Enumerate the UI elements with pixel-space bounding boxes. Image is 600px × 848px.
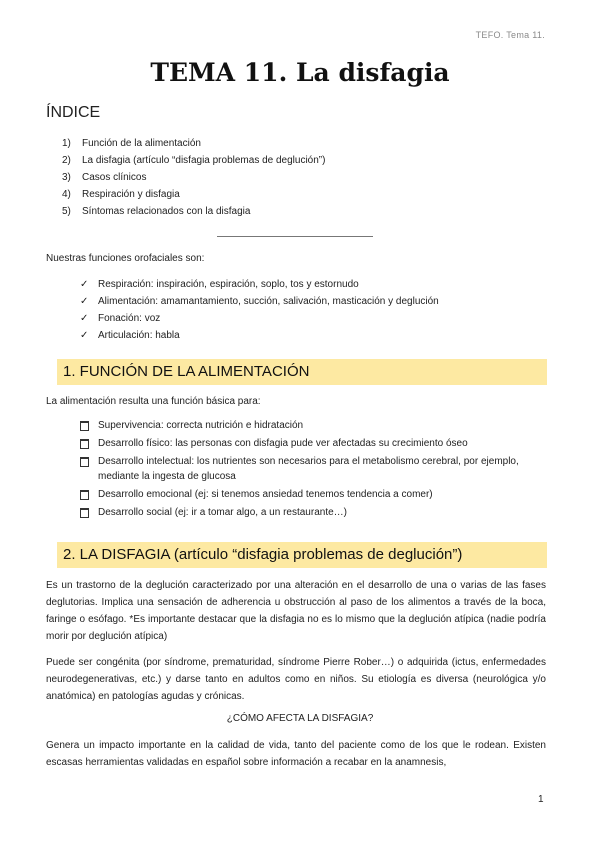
section-heading-2: 2. LA DISFAGIA (artículo “disfagia problemas de deglución”): [57, 542, 547, 568]
list-item-text: Supervivencia: correcta nutrición e hidratación: [98, 420, 304, 431]
square-bullet-icon: [80, 457, 89, 467]
dysphagia-definition: Es un trastorno de la deglución caracterizado por una alteración en el desarrollo de una o varias de las fases deglutorias. Implica una sensación de adherencia u obstrucción al paso de los alimentos a través de la boca, faringe o esófago. *Es importante destacar que la disfagia no es lo mismo que la deglución atípica (nadie podría morir por deglución atípica): [46, 580, 546, 642]
list-item-text: Desarrollo físico: las personas con disfagia pude ver afectadas su crecimiento óseo: [98, 438, 468, 449]
checklist-item: [80, 293, 439, 310]
list-item-text: Desarrollo emocional (ej: si tenemos ansiedad tenemos tendencia a comer): [98, 489, 433, 500]
dysphagia-impact: Genera un impacto importante en la calidad de vida, tanto del paciente como de los que le rodean. Existen escasas herramientas validadas en español sobre información a recabar en la anamnesis,: [46, 740, 546, 768]
list-item: [80, 505, 550, 520]
list-item-text: Desarrollo social (ej: ir a tomar algo, a un restaurante…): [98, 507, 347, 518]
function-checklist: [80, 276, 439, 344]
toc-label: La disfagia (artículo “disfagia problemas de deglución”): [82, 155, 326, 166]
toc-number: 4): [62, 189, 71, 200]
checklist-item: [80, 310, 439, 327]
toc-number: 5): [62, 206, 71, 217]
checklist-label: Respiración: inspiración, espiración, soplo, tos y estornudo: [98, 279, 359, 290]
list-item: [80, 418, 550, 433]
list-item: [80, 436, 550, 451]
toc-label: Respiración y disfagia: [82, 189, 180, 200]
table-of-contents: [62, 135, 325, 220]
course-reference: TEFO. Tema 11.: [475, 30, 545, 40]
toc-item-5[interactable]: [62, 203, 325, 220]
checklist-item: [80, 327, 439, 344]
list-item: [80, 487, 550, 502]
index-heading: ÍNDICE: [46, 104, 101, 121]
toc-number: 1): [62, 138, 71, 149]
toc-number: 2): [62, 155, 71, 166]
checklist-label: Alimentación: amamantamiento, succión, salivación, masticación y deglución: [98, 296, 439, 307]
toc-label: Función de la alimentación: [82, 138, 201, 149]
section-heading-1: 1. FUNCIÓN DE LA ALIMENTACIÓN: [57, 359, 547, 385]
list-item: [80, 454, 550, 484]
section1-lead: La alimentación resulta una función básica para:: [46, 396, 261, 407]
page-number: 1: [538, 794, 544, 805]
checklist-label: Fonación: voz: [98, 313, 161, 324]
toc-item-1[interactable]: [62, 135, 325, 152]
toc-number: 3): [62, 172, 71, 183]
toc-label: Síntomas relacionados con la disfagia: [82, 206, 251, 217]
list-item-text: Desarrollo intelectual: los nutrientes son necesarios para el metabolismo cerebral, por ejemplo, mediante la ingesta de glucosa: [98, 456, 519, 482]
subheading-impact: ¿CÓMO AFECTA LA DISFAGIA?: [226, 713, 374, 724]
page-title: TEMA 11. La disfagia: [150, 58, 450, 87]
square-bullet-icon: [80, 490, 89, 500]
check-icon: ✓: [80, 279, 89, 290]
square-bullet-icon: [80, 421, 89, 431]
toc-item-2[interactable]: [62, 152, 325, 169]
check-icon: ✓: [80, 296, 89, 307]
check-icon: ✓: [80, 313, 89, 324]
toc-item-3[interactable]: [62, 169, 325, 186]
square-bullet-icon: [80, 439, 89, 449]
basic-functions-list: [80, 418, 550, 523]
intro-text: Nuestras funciones orofaciales son:: [46, 253, 205, 264]
check-icon: ✓: [80, 330, 89, 341]
toc-item-4[interactable]: [62, 186, 325, 203]
dysphagia-etiology: Puede ser congénita (por síndrome, prematuridad, síndrome Pierre Rober…) o adquirida (ictus, enfermedades neurodegenerativas, etc.) y darse tanto en adultos como en niños. Su etiología es diversa (neurológica y/o anatómica) en patologías agudas y crónicas.: [46, 657, 546, 702]
checklist-item: [80, 276, 439, 293]
square-bullet-icon: [80, 508, 89, 518]
section-divider: [217, 236, 373, 237]
checklist-label: Articulación: habla: [98, 330, 180, 341]
toc-label: Casos clínicos: [82, 172, 147, 183]
